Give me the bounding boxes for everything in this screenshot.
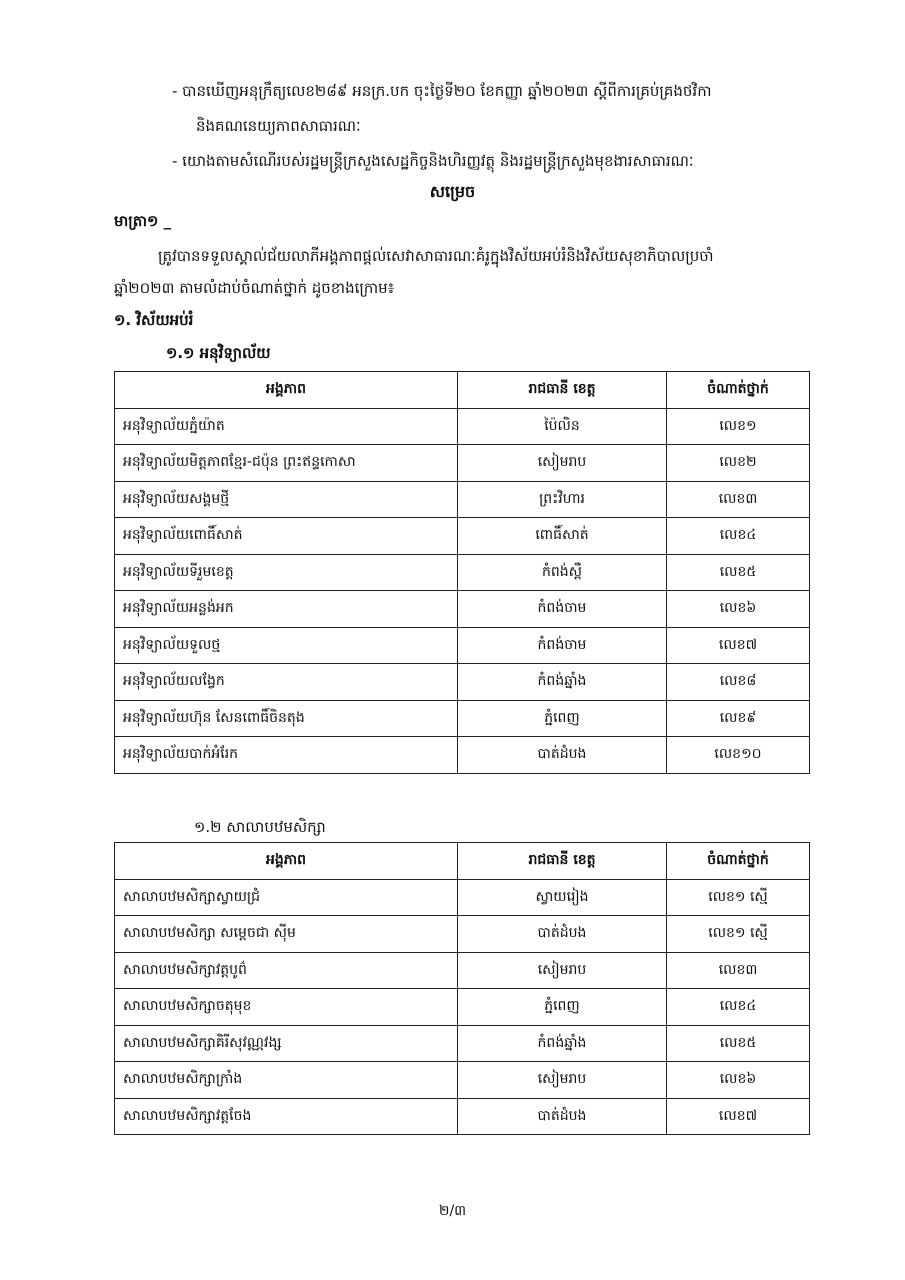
cell-unit: សាលាបឋមសិក្សាវត្តបូព៌: [115, 952, 458, 989]
cell-province: ស្វាយរៀង: [458, 879, 667, 916]
table-header-row: [115, 843, 810, 880]
cell-province: ប៉ៃលិន: [458, 408, 667, 445]
table-row: [115, 627, 810, 664]
cell-rank: លេខ១០: [667, 737, 810, 774]
table-row: [115, 1062, 810, 1099]
decision-title: សម្រេច: [429, 182, 476, 201]
cell-rank: លេខ៤: [667, 989, 810, 1026]
column-header-province: រាជធានី ខេត្ត: [458, 843, 667, 880]
cell-unit: អនុវិទ្យាល័យទួលថ្ម: [115, 627, 458, 664]
cell-province: បាត់ដំបង: [458, 737, 667, 774]
cell-rank: លេខ៤: [667, 518, 810, 555]
cell-rank: លេខ៨: [667, 664, 810, 701]
table1-heading: ១.១ អនុវិទ្យាល័យ: [166, 344, 271, 362]
table-row: [115, 481, 810, 518]
table-row: [115, 591, 810, 628]
table-row: [115, 408, 810, 445]
intro-line-2: - យោងតាមសំណើរបស់រដ្ឋមន្ត្រីក្រសួងសេដ្ឋកិច្ចនិងហិរញ្ញវត្ថុ និងរដ្ឋមន្ត្រីក្រសួងមុខងារសាធារណៈ: [172, 152, 694, 170]
table-header-row: [115, 372, 810, 409]
article-text-line-1: ត្រូវបានទទួលស្គាល់ជ័យលាភីអង្គភាពផ្តល់សេវាសាធារណៈគំរូក្នុងវិស័យអប់រំនិងវិស័យសុខាភិបាលប្រចាំ: [158, 247, 714, 265]
cell-rank: លេខ៩: [667, 700, 810, 737]
column-header-rank: ចំណាត់ថ្នាក់: [667, 372, 810, 409]
cell-province: កំពង់ឆ្នាំង: [458, 1025, 667, 1062]
cell-unit: សាលាបឋមសិក្សាក្រាំង: [115, 1062, 458, 1099]
cell-unit: អនុវិទ្យាល័យបាក់អំរែក: [115, 737, 458, 774]
table-row: [115, 1098, 810, 1135]
article-title: មាត្រា១ _: [114, 212, 172, 230]
cell-unit: អនុវិទ្យាល័យហ៊ុន សែនពោធិ៍ចិនតុង: [115, 700, 458, 737]
cell-province: សៀមរាប: [458, 952, 667, 989]
cell-unit: អនុវិទ្យាល័យភ្នំយ៉ាត: [115, 408, 458, 445]
cell-unit: អនុវិទ្យាល័យសង្គមថ្មី: [115, 481, 458, 518]
table2-heading: ១.២ សាលាបឋមសិក្សា: [194, 818, 326, 836]
table-row: [115, 1025, 810, 1062]
cell-rank: លេខ៧: [667, 1098, 810, 1135]
table-row: [115, 700, 810, 737]
cell-province: ពោធិ៍សាត់: [458, 518, 667, 555]
table-row: [115, 989, 810, 1026]
intro-line-1-continued: និងគណនេយ្យភាពសាធារណៈ: [196, 117, 361, 135]
section-title: ១. វិស័យអប់រំ: [114, 311, 194, 329]
cell-province: ព្រះវិហារ: [458, 481, 667, 518]
cell-unit: អនុវិទ្យាល័យទីរួមខេត្ត: [115, 554, 458, 591]
cell-unit: អនុវិទ្យាល័យអន្លង់អក: [115, 591, 458, 628]
cell-province: សៀមរាប: [458, 1062, 667, 1099]
table-row: [115, 879, 810, 916]
cell-rank: លេខ៦: [667, 591, 810, 628]
cell-rank: លេខ១: [667, 408, 810, 445]
table-row: [115, 554, 810, 591]
cell-unit: សាលាបឋមសិក្សា សម្តេចជា ស៊ីម: [115, 916, 458, 953]
table-secondary-schools: [114, 371, 810, 774]
cell-province: ភ្នំពេញ: [458, 989, 667, 1026]
cell-province: កំពង់ស្ពឺ: [458, 554, 667, 591]
cell-province: កំពង់ឆ្នាំង: [458, 664, 667, 701]
cell-unit: សាលាបឋមសិក្សាវត្តចែង: [115, 1098, 458, 1135]
cell-rank: លេខ៣: [667, 481, 810, 518]
cell-rank: លេខ៧: [667, 627, 810, 664]
table-row: [115, 445, 810, 482]
cell-unit: អនុវិទ្យាល័យមិត្តភាពខ្មែរ-ជប៉ុន ព្រះឥន្ទកោសា: [115, 445, 458, 482]
column-header-province: រាជធានី ខេត្ត: [458, 372, 667, 409]
cell-rank: លេខ១ ស្មើ: [667, 879, 810, 916]
article-text-line-2: ឆ្នាំ២០២៣ តាមលំដាប់ចំណាត់ថ្នាក់ ដូចខាងក្រោម៖: [114, 279, 395, 297]
column-header-unit: អង្គភាព: [115, 843, 458, 880]
table-row: [115, 518, 810, 555]
cell-unit: អនុវិទ្យាល័យពោធិ៍សាត់: [115, 518, 458, 555]
cell-province: បាត់ដំបង: [458, 1098, 667, 1135]
column-header-rank: ចំណាត់ថ្នាក់: [667, 843, 810, 880]
table-row: [115, 664, 810, 701]
table-row: [115, 916, 810, 953]
cell-unit: សាលាបឋមសិក្សាចតុមុខ: [115, 989, 458, 1026]
cell-rank: លេខ៣: [667, 952, 810, 989]
cell-unit: អនុវិទ្យាល័យលង្វែក: [115, 664, 458, 701]
cell-rank: លេខ៦: [667, 1062, 810, 1099]
cell-province: កំពង់ចាម: [458, 627, 667, 664]
cell-rank: លេខ១ ស្មើ: [667, 916, 810, 953]
cell-province: កំពង់ចាម: [458, 591, 667, 628]
cell-rank: លេខ៥: [667, 1025, 810, 1062]
page-number: ២/៣: [438, 1203, 467, 1219]
cell-unit: សាលាបឋមសិក្សាគិរីសុវណ្ណវង្ស: [115, 1025, 458, 1062]
table-row: [115, 952, 810, 989]
intro-line-1: - បានឃើញអនុក្រឹត្យលេខ២៨៩ អនក្រ.បក ចុះថ្ងៃទី២០ ខែកញ្ញា ឆ្នាំ២០២៣ ស្តីពីការគ្រប់គ្រងថវិកា: [172, 82, 712, 100]
cell-province: ភ្នំពេញ: [458, 700, 667, 737]
column-header-unit: អង្គភាព: [115, 372, 458, 409]
cell-rank: លេខ៥: [667, 554, 810, 591]
cell-rank: លេខ២: [667, 445, 810, 482]
table-primary-schools: [114, 842, 810, 1135]
cell-unit: សាលាបឋមសិក្សាស្វាយជ្រំ: [115, 879, 458, 916]
cell-province: សៀមរាប: [458, 445, 667, 482]
table-row: [115, 737, 810, 774]
cell-province: បាត់ដំបង: [458, 916, 667, 953]
